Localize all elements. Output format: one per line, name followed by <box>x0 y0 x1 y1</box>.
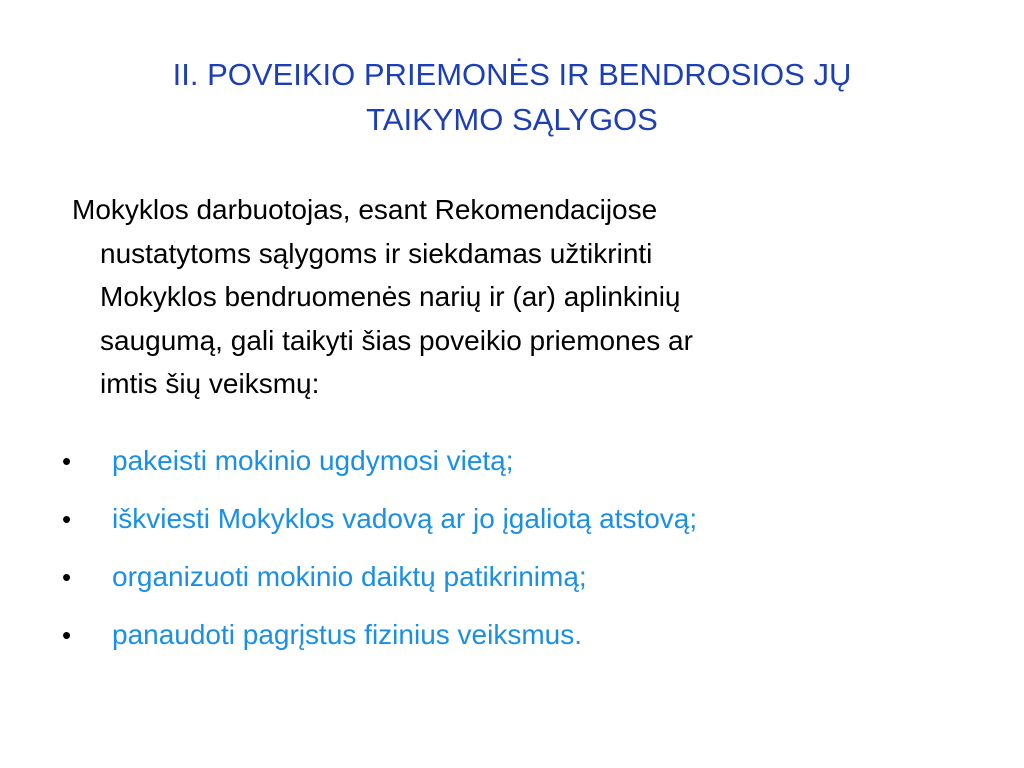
list-item <box>56 615 996 673</box>
intro-line-2: nustatytoms sąlygoms ir siekdamas užtikrinti <box>100 237 653 269</box>
list-item-text: pakeisti mokinio ugdymosi vietą; <box>112 445 514 476</box>
list-item-text: iškviesti Mokyklos vadovą ar jo įgaliotą atstovą; <box>112 503 698 534</box>
intro-line-5: imtis šių veiksmų: <box>100 368 320 399</box>
intro-paragraph <box>72 188 972 406</box>
bullet-icon: • <box>62 504 72 534</box>
intro-line-1: Mokyklos darbuotojas, esant Rekomendacijose <box>72 194 658 225</box>
bullet-icon: • <box>62 620 72 650</box>
list-item-text: organizuoti mokinio daiktų patikrinimą; <box>112 561 587 592</box>
list-item <box>56 441 996 499</box>
measures-list <box>56 441 996 673</box>
slide-title-line-2: TAIKYMO SĄLYGOS <box>366 102 658 137</box>
list-item <box>56 499 996 557</box>
list-item-text: panaudoti pagrįstus fizinius veiksmus. <box>112 619 583 650</box>
list-item <box>56 557 996 615</box>
bullet-icon: • <box>62 562 72 592</box>
bullet-icon: • <box>62 446 72 476</box>
slide-title <box>40 52 984 142</box>
intro-line-3: Mokyklos bendruomenės narių ir (ar) aplinkinių <box>100 281 681 312</box>
intro-line-4: saugumą, gali taikyti šias poveikio priemones ar <box>100 324 693 356</box>
slide-title-line-1: II. POVEIKIO PRIEMONĖS IR BENDROSIOS JŲ <box>172 57 852 92</box>
